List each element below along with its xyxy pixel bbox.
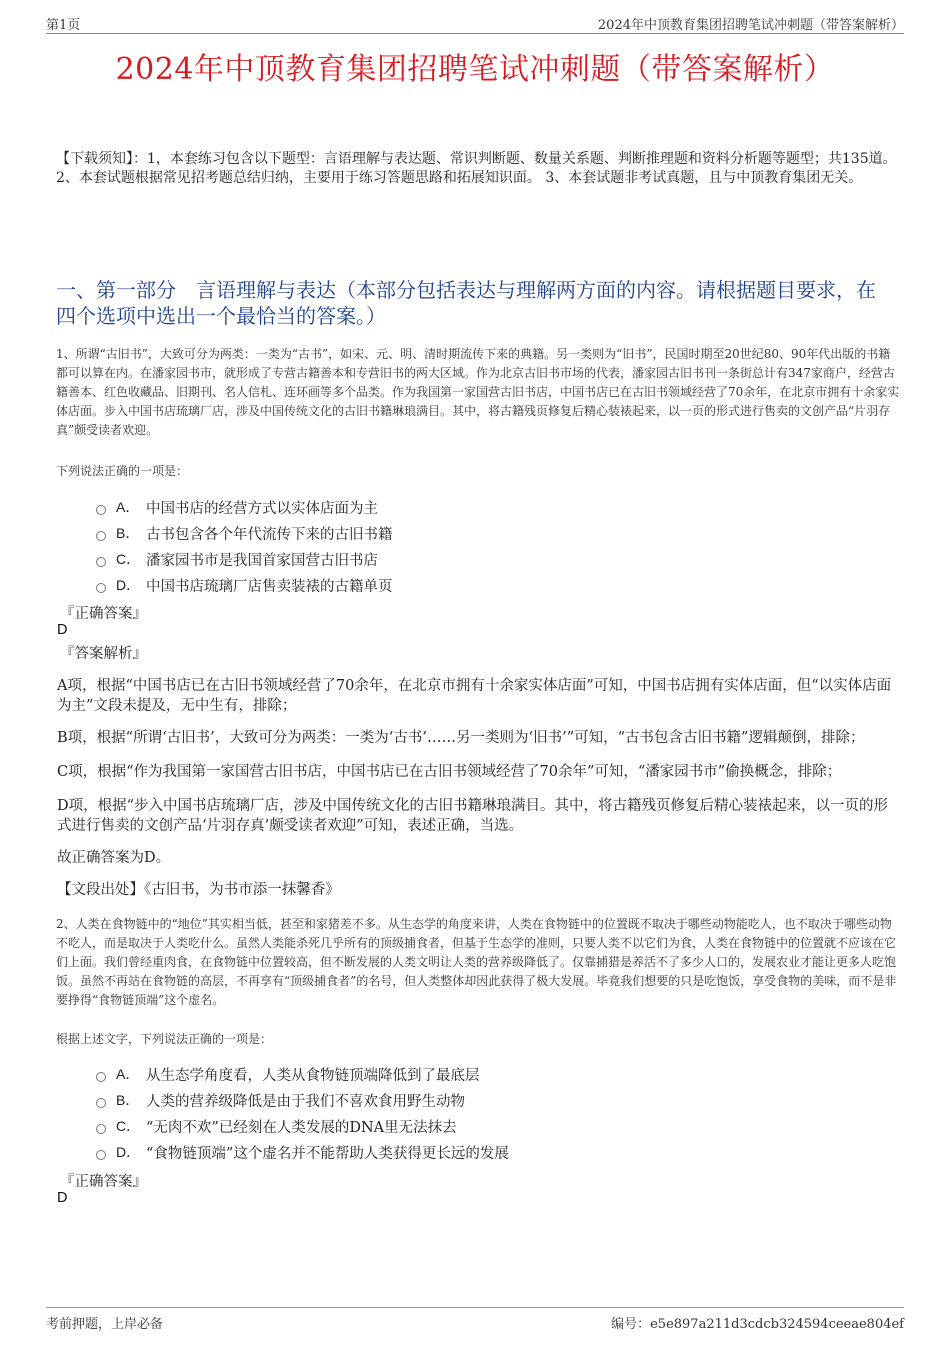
option-letter: A． xyxy=(116,1066,140,1082)
q2-option-d[interactable] xyxy=(96,1139,509,1165)
q2-options xyxy=(96,1061,509,1165)
option-letter: A． xyxy=(116,499,140,515)
q1-option-b[interactable] xyxy=(96,520,393,546)
q2-option-c[interactable] xyxy=(96,1113,509,1139)
q1-option-d[interactable] xyxy=(96,572,393,598)
q1-prompt: 下列说法正确的一项是： xyxy=(56,464,189,478)
radio-icon[interactable] xyxy=(96,1124,106,1134)
q1-analysis-d: D项，根据“步入中国书店琉璃厂店，涉及中国传统文化的古旧书籍琳琅满目。其中，将古籍残页修复后精心装裱起来，以一页的形式进行售卖的文创产品‘片羽存真’颇受读者欢迎”可知，表述正确，当选。 xyxy=(57,798,889,834)
q1-source: 【文段出处】《古旧书，为书市添一抹馨香》 xyxy=(57,882,340,898)
q1-answer: D xyxy=(57,622,68,638)
option-text: 潘家园书市是我国首家国营古旧书店 xyxy=(146,552,378,569)
option-letter: B． xyxy=(116,1092,140,1108)
option-text: 古书包含各个年代流传下来的古旧书籍 xyxy=(146,526,393,543)
option-text: “食物链顶端”这个虚名并不能帮助人类获得更长远的发展 xyxy=(146,1145,509,1162)
radio-icon[interactable] xyxy=(96,1098,106,1108)
q1-conclusion: 故正确答案为D。 xyxy=(57,850,171,866)
header-doc-title: 2024年中顶教育集团招聘笔试冲刺题（带答案解析） xyxy=(597,18,904,33)
radio-icon[interactable] xyxy=(96,1072,106,1082)
q1-option-a[interactable] xyxy=(96,494,393,520)
option-text: 中国书店琉璃厂店售卖装裱的古籍单页 xyxy=(146,578,393,595)
footer-doc-id: 编号：e5e897a211d3cdcb324594ceeae804ef xyxy=(611,1317,904,1332)
option-letter: C． xyxy=(116,1118,141,1134)
q1-analysis-a: A项，根据“中国书店已在古旧书领域经营了70余年，在北京市拥有十余家实体店面”可知，中国书店拥有实体店面，但“以实体店面为主”文段未提及，无中生有，排除； xyxy=(57,678,892,714)
q2-option-b[interactable] xyxy=(96,1087,509,1113)
footer-slogan: 考前押题，上岸必备 xyxy=(46,1317,164,1332)
option-text: 中国书店的经营方式以实体店面为主 xyxy=(146,500,378,517)
q1-answer-label: 『正确答案』 xyxy=(60,606,147,622)
header-page-label: 第1页 xyxy=(46,18,81,33)
q1-options xyxy=(96,494,393,598)
q1-option-c[interactable] xyxy=(96,546,393,572)
option-text: 人类的营养级降低是由于我们不喜欢食用野生动物 xyxy=(146,1093,465,1110)
option-text: “无肉不欢”已经刻在人类发展的DNA里无法抹去 xyxy=(146,1119,457,1136)
option-letter: D． xyxy=(116,577,141,593)
q2-prompt: 根据上述文字，下列说法正确的一项是： xyxy=(56,1032,273,1046)
q2-answer: D xyxy=(57,1190,68,1206)
option-letter: C． xyxy=(116,551,141,567)
radio-icon[interactable] xyxy=(96,583,106,593)
q2-passage: 2、人类在食物链中的“地位”其实相当低，甚至和家猪差不多。从生态学的角度来讲，人类在食物链中的位置既不取决于哪些动物能吃人，也不取决于哪些动物不吃人，而是取决于人类吃什么。虽然人类能杀死几乎所有的顶级捕食者，但基于生态学的准则，只要人类不以它们为食，人类在食物链中的位置就不应该在它们上面。我们曾经重肉食，在食物链中位置较高，但不断发展的人类文明让人类的营养级降低了。仅靠捕猎是养活不了多少人口的，发展农业才能让更多人吃饱饭。虽然不再站在食物链的高层，不再享有“顶级捕食者”的名号，但人类整体却因此获得了极大发展。毕竟我们想要的只是吃饱饭，享受食物的美味，而不是非要挣得“食物链顶端”这个虚名。 xyxy=(56,917,897,1007)
radio-icon[interactable] xyxy=(96,557,106,567)
option-letter: D． xyxy=(116,1144,141,1160)
option-text: 从生态学角度看，人类从食物链顶端降低到了最底层 xyxy=(146,1067,480,1084)
radio-icon[interactable] xyxy=(96,1150,106,1160)
option-letter: B． xyxy=(116,525,140,541)
radio-icon[interactable] xyxy=(96,531,106,541)
q1-passage: 1、所谓“古旧书”，大致可分为两类：一类为“古书”，如宋、元、明、清时期流传下来的典籍。另一类则为“旧书”，民国时期至20世纪80、90年代出版的书籍都可以算在内。在潘家园书市，就形成了专营古籍善本和专营旧书的两大区域。作为北京古旧书市场的代表，潘家园古旧书刊一条街总计有347家商户，经营古籍善本、红色收藏品、旧期刊、名人信札、连环画等多个品类。作为我国第一家国营古旧书店，中国书店已在古旧书领域经营了70余年，在北京市拥有十余家实体店面。步入中国书店琉璃厂店，涉及中国传统文化的古旧书籍琳琅满目。其中，将古籍残页修复后精心装裱起来，以一页的形式进行售卖的文创产品“片羽存真”颇受读者欢迎。 xyxy=(56,347,900,437)
q1-analysis-c: C项，根据“作为我国第一家国营古旧书店，中国书店已在古旧书领域经营了70余年”可知，“潘家园书市”偷换概念，排除； xyxy=(57,764,842,780)
q1-analysis-label: 『答案解析』 xyxy=(60,646,147,662)
q2-option-a[interactable] xyxy=(96,1061,509,1087)
download-notice: 【下载须知】：1，本套练习包含以下题型：言语理解与表达题、常识判断题、数量关系题、判断推理题和资料分析题等题型；共135道。 2、本套试题根据常见招考题总结归纳，主要用于练习答题思路和拓展知识面。 3、本套试题非考试真题，且与中顶教育集团无关。 xyxy=(56,151,897,186)
section-heading: 一、第一部分 言语理解与表达（本部分包括表达与理解两方面的内容。请根据题目要求，在四个选项中选出一个最恰当的答案。） xyxy=(56,278,876,328)
page-title: 2024年中顶教育集团招聘笔试冲刺题（带答案解析） xyxy=(115,52,835,87)
footer-divider xyxy=(46,1307,904,1308)
header-divider xyxy=(46,33,904,34)
q2-answer-label: 『正确答案』 xyxy=(60,1174,147,1190)
radio-icon[interactable] xyxy=(96,505,106,515)
q1-analysis-b: B项，根据“所谓‘古旧书’，大致可分为两类：一类为‘古书’……另一类则为‘旧书’”可知，“古书包含古旧书籍”逻辑颠倒，排除； xyxy=(57,730,865,746)
